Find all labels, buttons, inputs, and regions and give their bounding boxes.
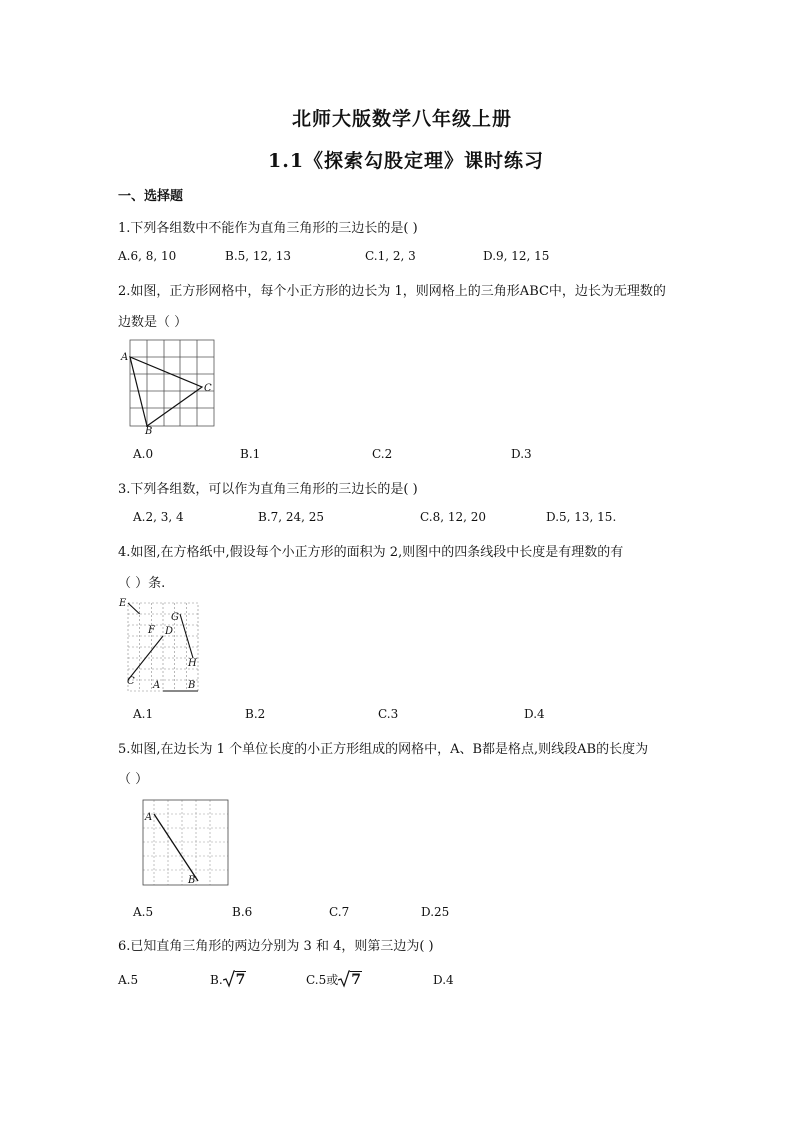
- question-6-text: 6.已知直角三角形的两边分别为 3 和 4，则第三边为( ): [118, 939, 434, 954]
- question-4-line-2: （ ）条.: [118, 576, 166, 591]
- question-1-text: 1.下列各组数中不能作为直角三角形的三边长的是( ): [118, 221, 418, 236]
- q6-option-b: [210, 970, 246, 988]
- q1-option-c: C.1, 2, 3: [365, 249, 416, 263]
- q4-label-g: G: [171, 612, 179, 623]
- q4-option-d: D.4: [524, 707, 545, 721]
- q4-label-a: A: [153, 680, 161, 691]
- q5-option-a: A.5: [133, 905, 154, 919]
- question-5-line-2: （ ）: [118, 772, 149, 787]
- question-4-line-1: 4.如图,在方格纸中,假设每个小正方形的面积为 2,则图中的四条线段中长度是有理数的有: [118, 545, 624, 560]
- q1-option-b: B.5, 12, 13: [225, 249, 292, 263]
- q2-label-c: C: [204, 383, 212, 394]
- q1-option-a: A.6, 8, 10: [118, 249, 177, 263]
- q3-option-a: A.2, 3, 4: [133, 510, 184, 524]
- q3-option-c: C.8, 12, 20: [420, 510, 486, 524]
- q4-label-c: C: [127, 676, 135, 687]
- q4-label-b: B: [188, 680, 196, 691]
- sqrt-icon: [338, 970, 350, 988]
- q4-label-e: E: [119, 598, 127, 609]
- q5-option-c: C.7: [329, 905, 350, 919]
- q4-grid-figure: [118, 596, 204, 696]
- question-2-line-2: 边数是（ ）: [118, 315, 188, 330]
- q4-option-b: B.2: [245, 707, 266, 721]
- q5-label-a: A: [145, 812, 153, 823]
- q2-label-a: A: [121, 352, 129, 363]
- q6-option-c: [306, 970, 362, 988]
- q2-option-b: B.1: [240, 447, 261, 461]
- q6-option-a: A.5: [118, 973, 139, 987]
- q2-grid-figure: [118, 337, 218, 437]
- q2-option-c: C.2: [372, 447, 393, 461]
- q6-option-d: D.4: [433, 973, 454, 987]
- q6-option-c-prefix: C.5或: [306, 973, 339, 987]
- q6-option-b-prefix: B.: [210, 973, 223, 987]
- q4-option-a: A.1: [133, 707, 154, 721]
- document-title: 北师大版数学八年级上册: [292, 108, 513, 130]
- q1-option-d: D.9, 12, 15: [483, 249, 550, 263]
- question-3-text: 3.下列各组数，可以作为直角三角形的三边长的是( ): [118, 482, 418, 497]
- q6-option-b-radicand: 7: [235, 972, 246, 988]
- q2-option-a: A.0: [133, 447, 154, 461]
- q3-option-d: D.5, 13, 15.: [546, 510, 617, 524]
- q6-option-c-radicand: 7: [351, 972, 361, 988]
- question-5-line-1: 5.如图,在边长为 1 个单位长度的小正方形组成的网格中，A、B都是格点,则线段AB的长度为: [118, 742, 649, 757]
- q2-label-b: B: [145, 426, 153, 437]
- q4-option-c: C.3: [378, 707, 399, 721]
- question-2-line-1: 2.如图，正方形网格中，每个小正方形的边长为 1，则网格上的三角形ABC中，边长为无理数的: [118, 284, 666, 299]
- q2-option-d: D.3: [511, 447, 532, 461]
- q4-label-d: D: [165, 626, 174, 637]
- document-subtitle: 1.1《探索勾股定理》课时练习: [268, 150, 545, 172]
- q4-label-f: F: [148, 625, 155, 636]
- section-heading: 一、选择题: [118, 189, 184, 204]
- sqrt-icon: [223, 970, 235, 988]
- q5-grid-figure: [140, 797, 232, 889]
- q5-option-b: B.6: [232, 905, 253, 919]
- q3-option-b: B.7, 24, 25: [258, 510, 325, 524]
- q5-option-d: D.25: [421, 905, 450, 919]
- q5-label-b: B: [188, 875, 196, 886]
- q4-label-h: H: [188, 658, 197, 669]
